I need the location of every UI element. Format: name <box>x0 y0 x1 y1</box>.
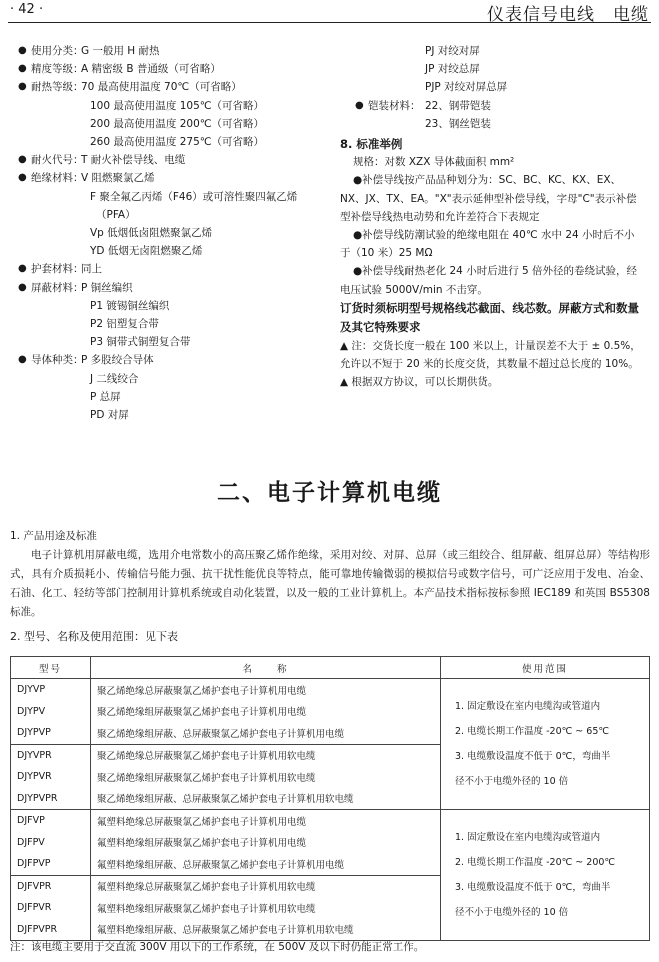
spec-fireproof <box>18 151 297 169</box>
spec-sheath <box>18 260 297 278</box>
spec-value: P3 铜带式铜塑复合带 <box>90 336 191 349</box>
spec-value: P1 镀锡铜丝编织 <box>90 299 170 312</box>
conductor-type-line: JP 对绞总屏 <box>425 63 480 76</box>
long-term-supply-note: ▲ 根据双方协议，可以长期供货。 <box>340 376 499 389</box>
left-spec-list <box>18 42 297 424</box>
usage-line: 1. 固定敷设在室内电缆沟或管道内 <box>455 832 601 843</box>
name-cell: 氟塑料绝缘组屏蔽、总屏蔽聚氯乙烯护套电子计算机用软电缆 <box>91 919 441 941</box>
compensation-types-paragraph: ●补偿导线按产品品种划分为：SC、BC、KC、KX、EX、NX、JX、TX、EA。"X"表示延伸型补偿导线，字母"C"表示补偿型补偿导线热电动势和允许差符合下表规定 <box>340 174 637 223</box>
spec-example: 规格：对数 XZX 导体截面积 mm² <box>353 156 515 169</box>
spec-value: 22、钢带铠装 <box>425 99 491 112</box>
usage-line: 径不小于电缆外径的 10 倍 <box>455 907 569 918</box>
model-cell: DJFVP <box>11 810 91 832</box>
spec-insulation <box>18 169 297 187</box>
name-cell: 氟塑料绝缘组屏蔽聚氯乙烯护套电子计算机用软电缆 <box>91 897 441 919</box>
header-rule <box>8 22 651 23</box>
spec-accuracy <box>18 60 297 78</box>
spec-conductor <box>18 351 297 369</box>
spec-value: PD 对屏 <box>90 409 129 422</box>
name-cell: 聚乙烯绝缘组屏蔽聚氯乙烯护套电子计算机用电缆 <box>91 701 441 723</box>
cable-model-table <box>10 656 650 941</box>
usage-line: 3. 电缆敷设温度不低于 0℃，弯曲半 <box>455 882 611 893</box>
spec-value: V 阻燃聚氯乙烯 <box>81 172 155 185</box>
subsection-usage-standard: 1. 产品用途及标准 <box>10 530 97 542</box>
usage-line: 3. 电缆敷设温度不低于 0℃，弯曲半 <box>455 751 611 762</box>
bullet-icon: ● <box>18 354 27 366</box>
name-cell: 氟塑料绝缘总屏蔽聚氯乙烯护套电子计算机用电缆 <box>91 810 441 832</box>
section-title: 二、电子计算机电缆 <box>217 480 442 506</box>
spec-usage-class <box>18 42 297 60</box>
name-cell: 氟塑料绝缘组屏蔽、总屏蔽聚氯乙烯护套电子计算机用电缆 <box>91 853 441 875</box>
footnote: 注：该电缆主要用于交直流 300V 用以下的工作系统，在 500V 及以下时仍能正常工作。 <box>10 941 425 953</box>
model-cell: DJFVPR <box>11 875 91 897</box>
running-header-title: 仪表信号电线 电缆 <box>487 5 649 25</box>
spec-value: T 耐火补偿导线、电缆 <box>81 154 186 167</box>
model-cell: DJYVPR <box>11 744 91 766</box>
spec-key: 导体种类： <box>31 354 84 367</box>
header-usage: 使用范围 <box>441 657 650 679</box>
heat-aging-paragraph: ●补偿导线耐热老化 24 小时后进行 5 倍外径的卷绕试验，经电压试验 5000V/min 不击穿。 <box>340 265 638 296</box>
bullet-icon: ● <box>18 154 27 166</box>
conductor-type-line: PJ 对绞对屏 <box>425 45 480 57</box>
spec-key: 耐火代号： <box>31 154 84 167</box>
spec-value: P2 铝塑复合带 <box>90 318 159 331</box>
bullet-icon: ● <box>355 99 364 111</box>
spec-key: 绝缘材料： <box>31 172 84 185</box>
spec-value: A 精密级 B 普通级（可省略） <box>81 63 221 76</box>
spec-value: （PFA） <box>96 208 136 221</box>
usage-cell-polyethylene <box>441 679 650 810</box>
usage-line: 2. 电缆长期工作温度 -20℃ ~ 65℃ <box>455 726 610 737</box>
delivery-length-note: ▲ 注：交货长度一般在 100 米以上，计量误差不大于 ± 0.5%，允许以不短于 20 米的长度交货，其数量不超过总长度的 10%。 <box>340 339 641 371</box>
name-cell: 聚乙烯绝缘总屏蔽聚氯乙烯护套电子计算机用电缆 <box>91 679 441 701</box>
bullet-icon: ● <box>18 81 27 93</box>
spec-value: P 铜丝编织 <box>81 281 133 294</box>
usage-line: 径不小于电缆外径的 10 倍 <box>455 776 569 787</box>
usage-line: 1. 固定敷设在室内电缆沟或管道内 <box>455 701 601 712</box>
spec-value: YD 低烟无卤阻燃聚乙烯 <box>90 245 203 258</box>
usage-line: 2. 电缆长期工作温度 -20℃ ~ 200℃ <box>455 857 616 868</box>
spec-value: P 多股绞合导体 <box>81 354 154 367</box>
model-cell: DJFPVP <box>11 853 91 875</box>
spec-key: 精度等级： <box>31 63 84 76</box>
name-cell: 氟塑料绝缘组屏蔽聚氯乙烯护套电子计算机用电缆 <box>91 832 441 854</box>
bullet-icon: ● <box>18 263 27 275</box>
spec-value: J 二线绞合 <box>90 372 139 385</box>
spec-key: 使用分类： <box>31 45 84 57</box>
name-cell: 氟塑料绝缘总屏蔽聚氯乙烯护套电子计算机用软电缆 <box>91 875 441 897</box>
spec-key: 耐热等级： <box>31 81 84 94</box>
spec-value: P 总屏 <box>90 390 121 403</box>
moisture-test-paragraph: ●补偿导线防潮试验的绝缘电阻在 40℃ 水中 24 小时后不小于（10 米）25 MΩ <box>340 229 635 260</box>
spec-armor <box>340 97 645 115</box>
model-cell: DJFPV <box>11 832 91 854</box>
spec-value: G 一般用 H 耐热 <box>81 45 160 57</box>
bullet-icon: ● <box>18 45 27 56</box>
spec-key: 铠装材料： <box>368 99 421 112</box>
model-cell: DJYPVP <box>11 722 91 744</box>
model-cell: DJFPVR <box>11 897 91 919</box>
subsection-model-table: 2. 型号、名称及使用范围：见下表 <box>10 630 178 643</box>
model-cell: DJYVP <box>11 679 91 701</box>
right-column <box>340 42 645 391</box>
spec-heat-class <box>18 78 297 96</box>
spec-value: F 聚全氟乙丙烯（F46）或可溶性聚四氟乙烯 <box>90 190 298 203</box>
model-cell: DJYPVPR <box>11 788 91 810</box>
usage-cell-fluoroplastic <box>441 810 650 941</box>
name-cell: 聚乙烯绝缘组屏蔽、总屏蔽聚氯乙烯护套电子计算机用电缆 <box>91 722 441 744</box>
table-header-row <box>11 657 650 679</box>
header-name: 名 称 <box>91 657 441 679</box>
bullet-icon: ● <box>18 172 27 184</box>
model-cell: DJYPVR <box>11 766 91 788</box>
table-row <box>11 810 650 832</box>
intro-paragraph: 电子计算机用屏蔽电缆，选用介电常数小的高压聚乙烯作绝缘，采用对绞、对屏、总屏（或三组绞合、组屏蔽、组屏总屏）等结构形式，具有介质损耗小、传输信号能力强、抗干扰性能优良等特点，能可靠地传输微弱的模拟信号或数字信号，可广泛应用于发电、冶金、石油、化工、轻纺等部门控制用计算机系统或自动化装置，以及一般的工业计算机上。本产品技术指标按标参照 IEC189 和英国 BS5308 标准。 <box>10 549 650 618</box>
bullet-icon: ● <box>18 281 27 293</box>
page-number: · 42 · <box>10 2 44 17</box>
spec-value: 200 最高使用温度 200℃（可省略） <box>90 117 265 130</box>
spec-key: 屏蔽材料： <box>31 281 84 294</box>
model-cell: DJYPV <box>11 701 91 723</box>
spec-value: 100 最高使用温度 105℃（可省略） <box>90 99 265 112</box>
spec-value: 同上 <box>81 263 102 276</box>
spec-value: 70 最高使用温度 70℃（可省略） <box>81 81 242 94</box>
spec-shield <box>18 279 297 297</box>
table-row <box>11 679 650 701</box>
section-8-title: 8. 标准举例 <box>340 137 403 152</box>
name-cell: 聚乙烯绝缘组屏蔽聚氯乙烯护套电子计算机用软电缆 <box>91 766 441 788</box>
order-requirements-heading: 订货时须标明型号规格线芯截面、线芯数。屏蔽方式和数量及其它特殊要求 <box>340 300 639 334</box>
model-cell: DJFPVPR <box>11 919 91 941</box>
spec-value: 260 最高使用温度 275℃（可省略） <box>90 136 265 149</box>
spec-key: 护套材料： <box>31 263 84 276</box>
spec-value: Vp 低烟低卤阻燃聚氯乙烯 <box>90 227 213 240</box>
conductor-type-line: PJP 对绞对屏总屏 <box>425 81 508 94</box>
bullet-icon: ● <box>18 63 27 75</box>
spec-value: 23、钢丝铠装 <box>425 117 491 130</box>
name-cell: 聚乙烯绝缘组屏蔽、总屏蔽聚氯乙烯护套电子计算机用软电缆 <box>91 788 441 810</box>
header-model: 型号 <box>11 657 91 679</box>
name-cell: 聚乙烯绝缘总屏蔽聚氯乙烯护套电子计算机用软电缆 <box>91 744 441 766</box>
